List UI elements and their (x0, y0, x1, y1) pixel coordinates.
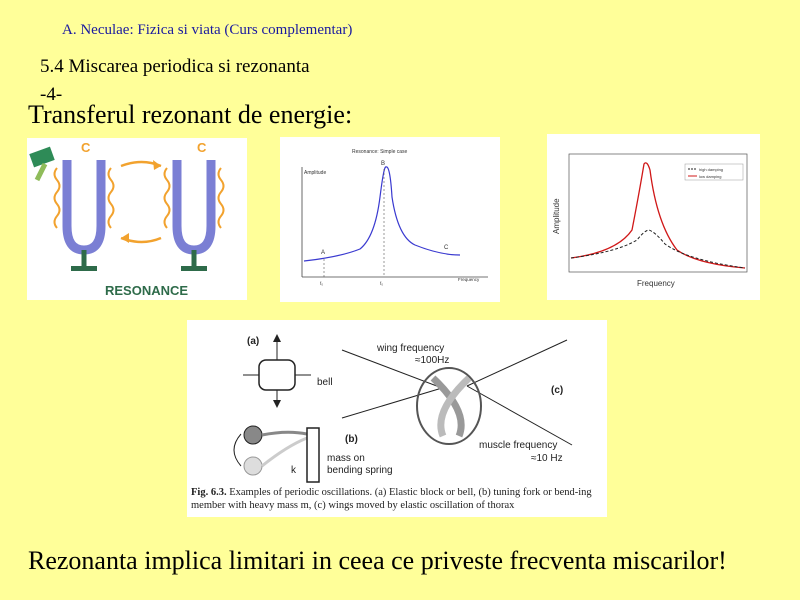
muscle-frequency-label: muscle frequency (479, 440, 558, 451)
fork-label-left: C (81, 140, 91, 155)
tuning-fork-right (177, 160, 211, 271)
figure-caption-text: Examples of periodic oscillations. (a) Elastic block or bell, (b) tuning fork or bend-ing member with heavy mass m, (c) wings moved by elastic oscillation of thorax (191, 487, 592, 511)
figure-caption-number: Fig. 6.3. (191, 487, 227, 498)
figure-title: Resonance: Simple case (352, 149, 408, 155)
y-axis-label: Amplitude (552, 198, 561, 234)
transfer-arrow-top (121, 160, 161, 170)
transfer-arrow-bottom (121, 233, 161, 243)
wing-frequency-value: ≈100Hz (415, 355, 450, 366)
k-label: k (291, 465, 296, 476)
damping-resonance-figure (547, 134, 760, 300)
hammer-icon (29, 147, 54, 180)
resonance-simple-case-figure (280, 137, 500, 302)
mass-label-line2: bending spring (327, 465, 393, 476)
x-axis-label: Frequency (637, 279, 675, 288)
point-b-label: B (381, 161, 386, 167)
section-subtitle: 5.4 Miscarea periodica si rezonanta (40, 56, 310, 77)
high-damping-curve (571, 230, 745, 268)
slide-title: Transferul rezonant de energie: (28, 100, 353, 129)
periodic-oscillations-figure (187, 320, 607, 517)
vibration-waves (55, 168, 224, 228)
muscle-frequency-value: ≈10 Hz (531, 453, 563, 464)
label-a: (a) (247, 336, 260, 347)
resonance-curve (304, 167, 460, 261)
legend-high-damping: high damping (699, 167, 724, 172)
conclusion-text: Rezonanta implica limitari in ceea ce priveste frecventa miscarilor! (28, 546, 727, 575)
page-number: -4- (40, 84, 63, 105)
label-b: (b) (345, 434, 358, 445)
y-axis-label: Amplitude (304, 170, 327, 176)
tick-b: f₀ (380, 281, 384, 286)
tuning-fork-resonance-figure (27, 138, 247, 300)
x-axis-label: Frequency (458, 277, 480, 282)
label-c: (c) (551, 385, 564, 396)
point-a-label: A (321, 250, 326, 256)
bell-label: bell (317, 377, 333, 388)
tuning-fork-left (67, 160, 101, 271)
fork-label-right: C (197, 140, 207, 155)
wing-frequency-label: wing frequency (377, 343, 445, 354)
resonance-caption: RESONANCE (105, 283, 189, 298)
insect-wings-thorax (342, 340, 572, 445)
mass-label-line1: mass on (327, 453, 365, 464)
course-header: A. Neculae: Fizica si viata (Curs complementar) (62, 22, 353, 38)
tick-a: f₀ (320, 281, 324, 286)
legend-low-damping: low damping (699, 174, 722, 179)
figure-caption (191, 486, 605, 512)
point-c-label: C (444, 245, 449, 251)
mass-bending-spring (234, 426, 319, 482)
